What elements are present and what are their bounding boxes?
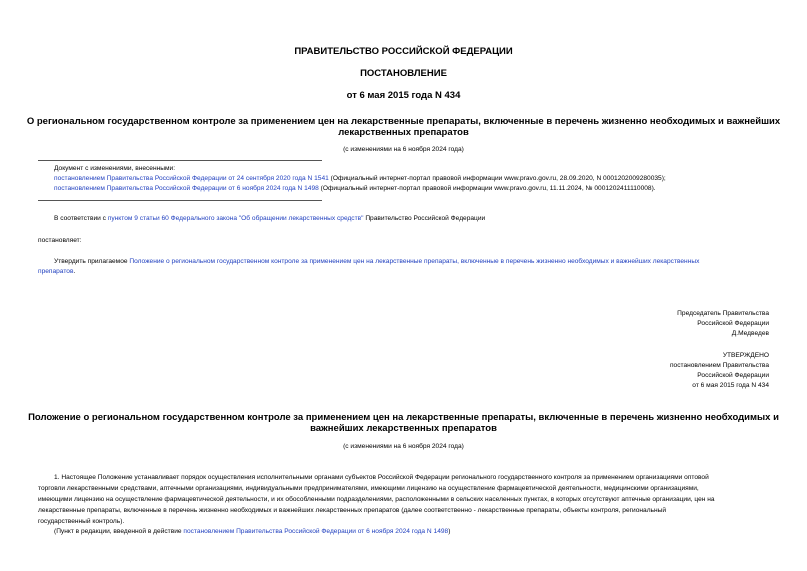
government-heading: ПРАВИТЕЛЬСТВО РОССИЙСКОЙ ФЕДЕРАЦИИ <box>294 46 513 57</box>
paragraph-line: 1. Настоящее Положение устанавливает порядок осуществления исполнительными органами субъектов Российской Федерации регионального государственного контроля за применением организациями оптовой <box>54 474 709 481</box>
document-title-line2: лекарственных препаратов <box>338 127 469 138</box>
regulation-revision: (с изменениями на 6 ноября 2024 года) <box>343 443 464 450</box>
approve-text: . <box>73 268 76 275</box>
preamble-text: Правительство Российской Федерации <box>363 215 486 222</box>
revision-note: (с изменениями на 6 ноября 2024 года) <box>343 146 464 153</box>
paragraph-line: имеющими лицензию на осуществление фармацевтической деятельности, и их обособленными подразделениями, расположенными в сельских населенных пунктах, в которых отсутствуют аптечные организации, цен на <box>38 496 715 503</box>
approve-text: Утвердить прилагаемое <box>54 258 130 265</box>
amendment-link-1498[interactable]: постановлением Правительства Российской Федерации от 6 ноября 2024 года N 1498 <box>54 185 319 192</box>
regulation-title-line2: важнейших лекарственных препаратов <box>310 423 497 434</box>
amendment-item <box>54 184 656 194</box>
federal-law-link[interactable]: пунктом 9 статьи 60 Федерального закона "Об обращении лекарственных средств" <box>107 215 364 222</box>
approved-label: УТВЕРЖДЕНО <box>722 352 769 359</box>
regulation-link[interactable]: Положение о региональном государственном контроле за применением цен на лекарственные препараты, включенные в перечень жизненно необходимых и важнейших лекарственных <box>129 258 700 265</box>
edit-note-link[interactable]: постановлением Правительства Российской Федерации от 6 ноября 2024 года N 1498 <box>183 528 449 535</box>
paragraph-line: государственный контроль). <box>38 518 125 525</box>
approved-by: постановлением Правительства <box>669 362 769 369</box>
approved-org: Российской Федерации <box>697 372 769 379</box>
signature-name: Д.Медведев <box>731 330 769 337</box>
regulation-link[interactable]: препаратов <box>38 268 74 275</box>
approved-date: от 6 мая 2015 года N 434 <box>692 382 769 389</box>
amendment-details: (Официальный интернет-портал правовой информации www.pravo.gov.ru, 28.09.2020, N 0001202009280035); <box>328 175 666 182</box>
signature-org: Российской Федерации <box>697 320 769 327</box>
divider-top <box>38 160 322 161</box>
edit-note-text: ) <box>448 528 451 535</box>
edit-note <box>54 527 450 537</box>
document-title-line1: О региональном государственном контроле за применением цен на лекарственные препараты, включенные в перечень жизненно необходимых и важнейших <box>26 116 781 127</box>
amendment-item <box>54 174 666 184</box>
preamble-paragraph <box>54 214 485 224</box>
resolves-text: постановляет: <box>38 237 82 244</box>
signature-title: Председатель Правительства <box>677 310 769 317</box>
divider-bottom <box>38 200 322 201</box>
edit-note-text: (Пункт в редакции, введенной в действие <box>54 528 184 535</box>
paragraph-line: лекарственные препараты, включенные в перечень жизненно необходимых и важнейших лекарственных препаратов (далее соответственно - лекарственные препараты, объекты контроля, региональный <box>38 507 667 514</box>
amendment-link-1541[interactable]: постановлением Правительства Российской Федерации от 24 сентября 2020 года N 1541 <box>54 175 329 182</box>
approve-paragraph-line1 <box>54 257 768 267</box>
regulation-title-line1: Положение о региональном государственном контроле за применением цен на лекарственные препараты, включенные в перечень жизненно необходимых и <box>28 412 779 423</box>
doc-type-heading: ПОСТАНОВЛЕНИЕ <box>360 68 447 79</box>
amendment-details: (Официальный интернет-портал правовой информации www.pravo.gov.ru, 11.11.2024, № 0001202411110008). <box>318 185 656 192</box>
amendments-intro: Документ с изменениями, внесенными: <box>54 165 176 172</box>
date-number-heading: от 6 мая 2015 года N 434 <box>346 90 461 101</box>
paragraph-line: торговли лекарственными средствами, аптечными организациями, индивидуальными предпринимателями, имеющими лицензию на осуществление фармацевтической деятельности, медицинскими организациями, <box>38 485 699 492</box>
preamble-text: В соответствии с <box>54 215 108 222</box>
approve-paragraph-line2 <box>38 267 75 277</box>
